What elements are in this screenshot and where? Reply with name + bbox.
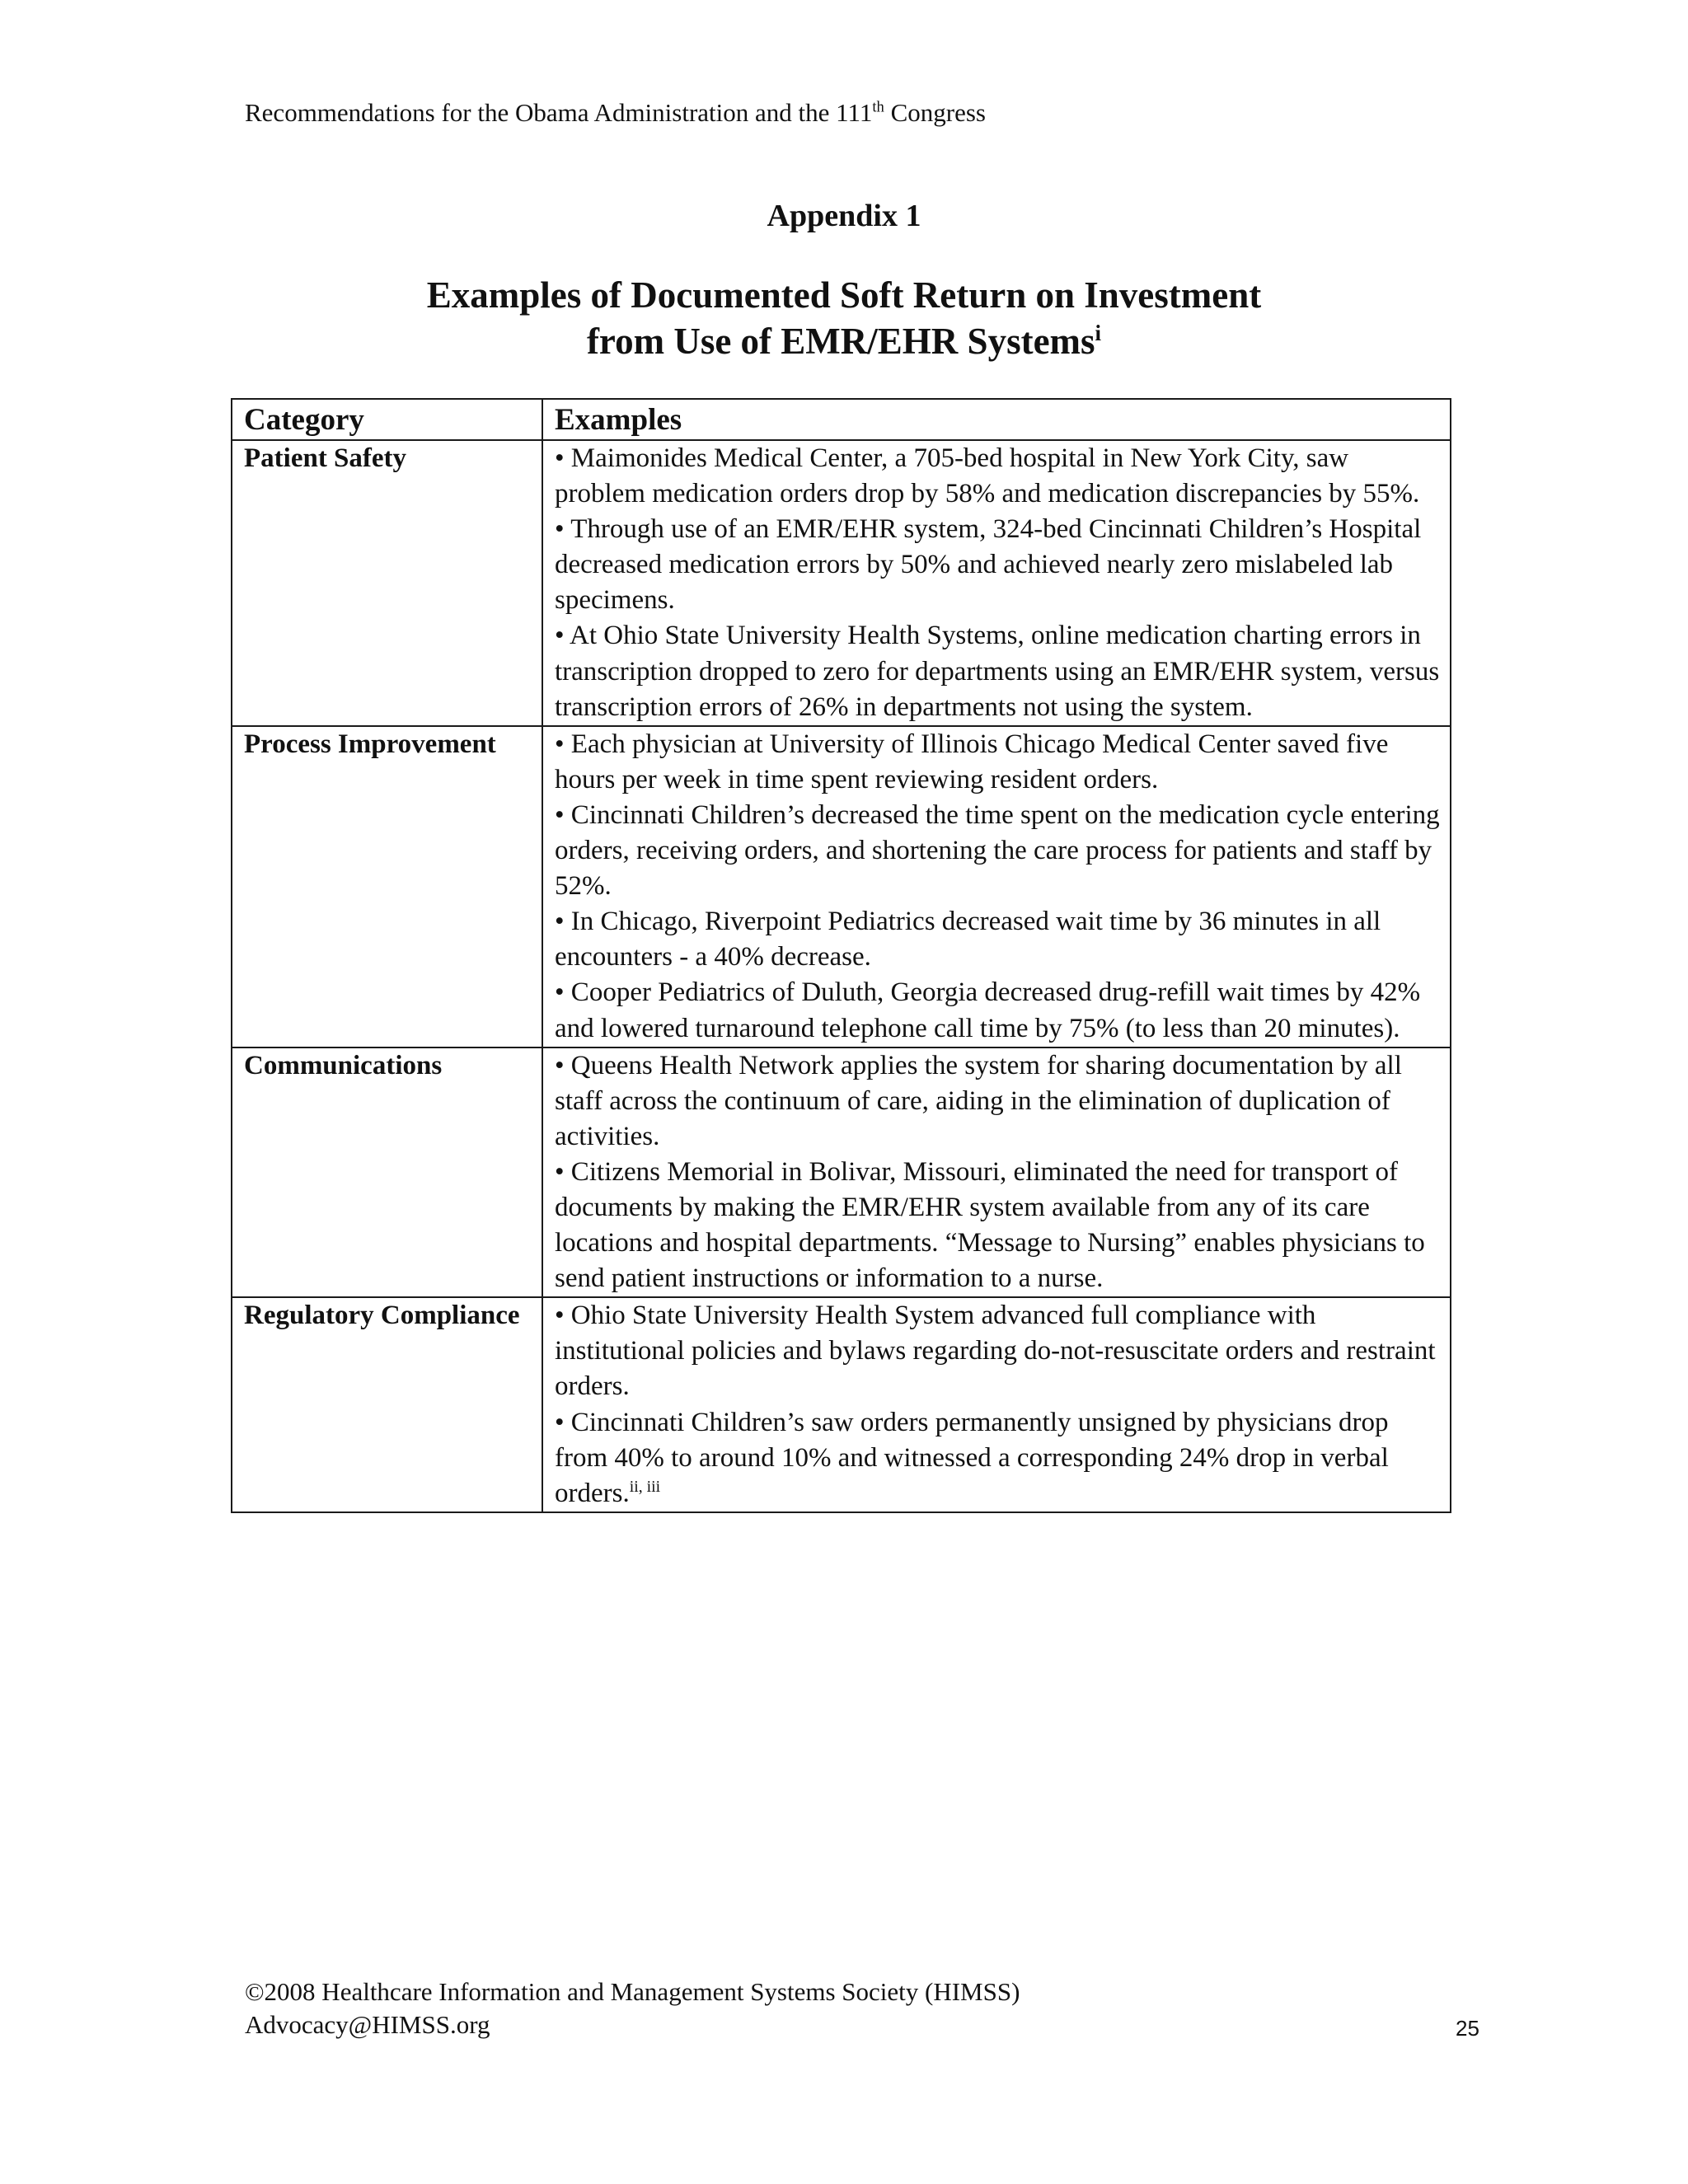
example-item: • In Chicago, Riverpoint Pediatrics decreased wait time by 36 minutes in all encounters - a 40% decrease. [555, 907, 1381, 972]
example-item: • Through use of an EMR/EHR system, 324-bed Cincinnati Children’s Hospital decreased medication errors by 50% and achieved nearly zero mislabeled lab specimens. [555, 514, 1422, 616]
example-item: • Citizens Memorial in Bolivar, Missouri, eliminated the need for transport of documents by making the EMR/EHR system available from any of its care locations and hospital departments. “Message to Nursing” enables physicians to send patient instructions or information to a nurse. [555, 1156, 1425, 1294]
category-cell: Communications [232, 1047, 542, 1298]
endnote-refs: ii, iii [629, 1477, 661, 1496]
contact-email: Advocacy@HIMSS.org [245, 2010, 490, 2039]
table-row-regulatory-compliance [232, 1297, 1451, 1512]
title-line-2-text: from Use of EMR/EHR Systems [586, 321, 1095, 362]
example-item: • Cincinnati Children’s decreased the time spent on the medication cycle entering orders, receiving orders, and shortening the care process for patients and staff by 52%. [555, 799, 1440, 902]
page-number: 25 [1456, 2016, 1479, 2041]
title-line-1: Examples of Documented Soft Return on Investment [426, 274, 1262, 316]
example-item: • Ohio State University Health System advanced full compliance with institutional policies and bylaws regarding do-not-resuscitate orders and restraint orders. [555, 1301, 1436, 1402]
category-cell: Patient Safety [232, 440, 542, 726]
copyright-line: ©2008 Healthcare Information and Management Systems Society (HIMSS) [245, 1977, 1020, 2006]
examples-cell [542, 1047, 1451, 1298]
example-item: • At Ohio State University Health Systems, online medication charting errors in transcription dropped to zero for departments using an EMR/EHR system, versus transcription errors of 26% in departments not using the system. [555, 621, 1440, 722]
example-item [555, 1405, 1442, 1511]
examples-cell [542, 440, 1451, 726]
page-title [0, 272, 1688, 364]
roi-table [231, 398, 1451, 1513]
appendix-label: Appendix 1 [767, 199, 921, 233]
category-cell: Regulatory Compliance [232, 1297, 542, 1512]
examples-cell [542, 726, 1451, 1047]
table-row-communications [232, 1047, 1451, 1298]
example-item: • Queens Health Network applies the system for sharing documentation by all staff across the continuum of care, aiding in the elimination of duplication of activities. [555, 1050, 1402, 1151]
footer [245, 1975, 1020, 2041]
ordinal-superscript: th [872, 98, 884, 116]
example-item: • Maimonides Medical Center, a 705-bed hospital in New York City, saw problem medication orders drop by 58% and medication discrepancies by 55%. [555, 443, 1420, 509]
category-cell: Process Improvement [232, 726, 542, 1047]
example-item: • Cooper Pediatrics of Duluth, Georgia decreased drug-refill wait times by 42% and lowered turnaround telephone call time by 75% (to less than 20 minutes). [555, 977, 1421, 1043]
title-footnote-ref: i [1095, 321, 1102, 345]
title-line-2 [0, 318, 1688, 364]
category-header: Category [232, 399, 542, 440]
table-row-process-improvement [232, 726, 1451, 1047]
table-header-row [232, 399, 1451, 440]
table-row-patient-safety [232, 440, 1451, 726]
running-header-text-end: Congress [884, 98, 986, 127]
example-item: • Each physician at University of Illinois Chicago Medical Center saved five hours per week in time spent reviewing resident orders. [555, 729, 1389, 794]
examples-cell [542, 1297, 1451, 1512]
running-header-text: Recommendations for the Obama Administration and the 111 [245, 98, 873, 127]
running-header [245, 97, 986, 128]
example-item-text: • Cincinnati Children’s saw orders permanently unsigned by physicians drop from 40% to around 10% and witnessed a corresponding 24% drop in verbal orders. [555, 1407, 1389, 1508]
examples-header: Examples [542, 399, 1451, 440]
